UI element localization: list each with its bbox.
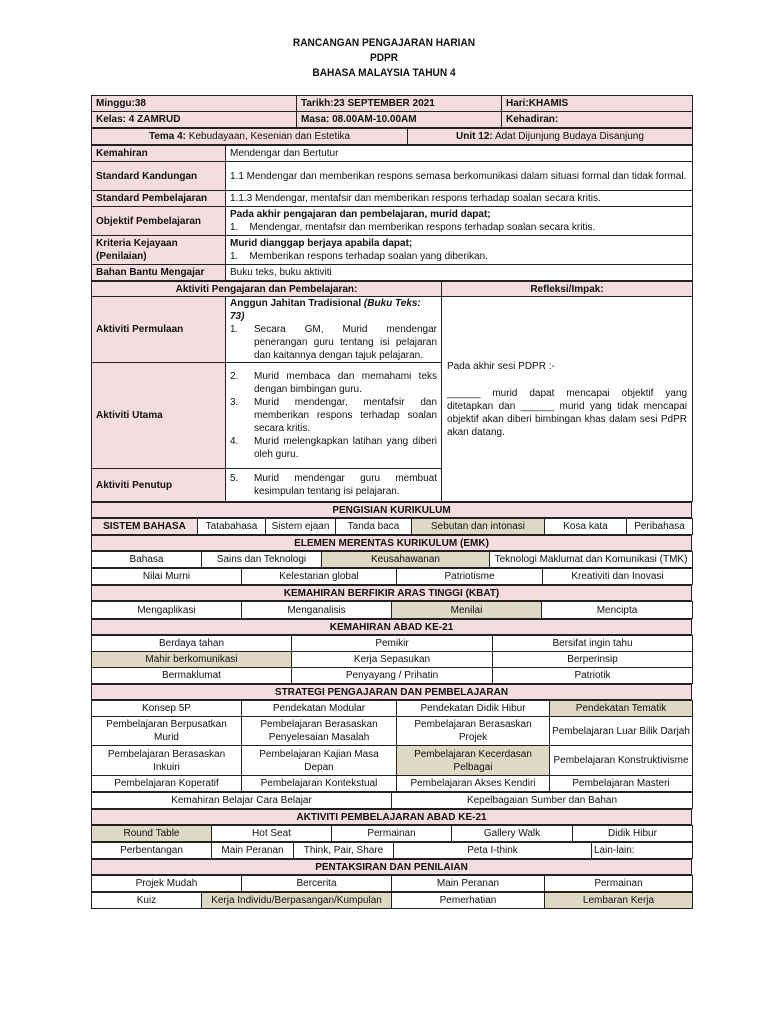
strategi-item: Pembelajaran Masteri <box>550 776 693 792</box>
kbat-title: KEMAHIRAN BERFIKIR ARAS TINGGI (KBAT) <box>92 586 692 601</box>
abad21-item: Bersifat ingin tahu <box>493 636 693 652</box>
unit-label: Unit 12: <box>456 131 493 142</box>
header-subtitle: PDPR <box>369 52 399 64</box>
emk-table <box>91 551 693 568</box>
op-label: Objektif Pembelajaran <box>92 207 226 236</box>
activity-step-text: Murid membaca dan memahami teks dengan bimbingan guru. <box>254 371 438 395</box>
activity-step-text: Secara GM, Murid mendengar penerangan guru tentang isi pelajaran dan kaitannya dengan tajuk pelajaran. <box>254 324 438 361</box>
aktiviti21-item: Perbentangan <box>92 843 212 859</box>
strategi-item: Pembelajaran Konstruktivisme <box>550 746 693 776</box>
pentaksiran-title: PENTAKSIRAN DAN PENILAIAN <box>92 860 692 875</box>
hari-cell: Hari:KHAMIS <box>502 96 693 112</box>
emk-item: Patriotisme <box>397 569 543 585</box>
kbat-item: Menganalisis <box>242 602 392 619</box>
refleksi-content <box>442 297 693 502</box>
emk-item: Kreativiti dan Inovasi <box>543 569 693 585</box>
pentaksiran-item: Lembaran Kerja <box>545 893 693 909</box>
sistem-item: Sistem ejaan <box>266 519 336 535</box>
strategi-item: Pembelajaran Koperatif <box>92 776 242 792</box>
strategi-item: Konsep 5P <box>92 701 242 717</box>
sistem-bahasa-label: SISTEM BAHASA <box>92 519 198 535</box>
pentaksiran-item: Pemerhatian <box>392 893 545 909</box>
penutup-label: Aktiviti Penutup <box>92 469 226 502</box>
activity-step <box>230 370 437 396</box>
emk-item: Bahasa <box>92 552 202 568</box>
emk-item: Teknologi Maklumat dan Komunikasi (TMK) <box>490 552 693 568</box>
strategi-title: STRATEGI PENGAJARAN DAN PEMBELAJARAN <box>92 685 692 700</box>
op-intro: Pada akhir pengajaran dan pembelajaran, murid dapat; <box>230 209 491 220</box>
emk-item: Sains dan Teknologi <box>202 552 322 568</box>
strategi-table <box>91 700 693 792</box>
abad21-item: Kerja Sepasukan <box>292 652 493 668</box>
activity-step-text: Murid mendengar, mentafsir dan memberikan respons terhadap soalan secara kritis. <box>254 397 438 434</box>
kemahiran-value: Mendengar dan Bertutur <box>226 146 693 162</box>
header-subject: BAHASA MALAYSIA TAHUN 4 <box>312 67 456 79</box>
kk-value <box>226 236 693 265</box>
minggu-cell: Minggu:38 <box>92 96 297 112</box>
details-table <box>91 145 693 281</box>
pentaksiran-item: Permainan <box>545 876 693 892</box>
abad21-item: Mahir berkomunikasi <box>92 652 292 668</box>
pentaksiran-item: Kerja Individu/Berpasangan/Kumpulan <box>202 893 392 909</box>
unit-cell <box>408 129 693 145</box>
kelas-cell: Kelas: 4 ZAMRUD <box>92 112 297 128</box>
utama-label: Aktiviti Utama <box>92 363 226 469</box>
penutup-list <box>230 472 437 498</box>
strategi-item: Pembelajaran Akses Kendiri <box>397 776 550 792</box>
sk-value: 1.1 Mendengar dan memberikan respons semasa berkomunikasi dalam situasi formal dan tidak formal. <box>226 162 693 191</box>
abad21-table <box>91 635 693 684</box>
activity-title: Anggun Jahitan Tradisional (Buku Teks: 73) <box>230 298 421 322</box>
strategi-item: Pembelajaran Berasaskan Projek <box>397 717 550 746</box>
activity-step <box>230 323 437 362</box>
activities-head: Aktiviti Pengajaran dan Pembelajaran: <box>92 282 442 297</box>
aktiviti21-item: Didik Hibur <box>573 826 693 842</box>
refleksi-body: ______ murid dapat mencapai objektif yang ditetapkan dan ______ murid yang tidak mencapai objektif akan diberi bimbingan khas dalam sesi PdPR akan datang. <box>447 387 688 438</box>
sistem-bahasa-table <box>91 518 693 535</box>
pentaksiran-table-2 <box>91 892 693 909</box>
emk-item: Nilai Murni <box>92 569 242 585</box>
sistem-item: Tatabahasa <box>198 519 266 535</box>
lesson-plan-sheet <box>91 95 692 909</box>
activity-step-number: 2. <box>230 371 239 382</box>
strategi-item: Kepelbagaian Sumber dan Bahan <box>392 793 693 809</box>
kbat-title-table <box>91 585 692 601</box>
abad21-item: Berperinsip <box>493 652 693 668</box>
activity-step <box>230 472 437 498</box>
emk-title: ELEMEN MERENTAS KURIKULUM (EMK) <box>92 536 692 551</box>
tema-label: Tema 4: <box>148 131 187 142</box>
sp-label: Standard Pembelajaran <box>92 191 226 207</box>
permulaan-content <box>226 297 442 363</box>
kehadiran-cell: Kehadiran: <box>502 112 693 128</box>
abad21-item: Patriotik <box>493 668 693 684</box>
aktiviti21-title: AKTIVITI PEMBELAJARAN ABAD KE-21 <box>92 810 692 825</box>
tema-cell <box>92 129 408 145</box>
utama-list <box>230 370 437 461</box>
aktiviti21-item: Hot Seat <box>212 826 332 842</box>
penutup-content <box>226 469 442 502</box>
abad21-item: Bermaklumat <box>92 668 292 684</box>
kk-label: Kriteria Kejayaan (Penilaian) <box>92 236 226 265</box>
sk-label: Standard Kandungan <box>92 162 226 191</box>
aktiviti21-item: Permainan <box>332 826 452 842</box>
strategi-item: Pembelajaran Luar Bilik Darjah <box>550 717 693 746</box>
abad21-item: Penyayang / Prihatin <box>292 668 493 684</box>
pentaksiran-title-table <box>91 859 692 875</box>
strategi-item: Kemahiran Belajar Cara Belajar <box>92 793 392 809</box>
strategi-table-2 <box>91 792 693 809</box>
kbat-item: Mengaplikasi <box>92 602 242 619</box>
pentaksiran-item: Bercerita <box>242 876 392 892</box>
permulaan-label: Aktiviti Permulaan <box>92 297 226 363</box>
pentaksiran-item: Projek Mudah <box>92 876 242 892</box>
masa-cell: Masa: 08.00AM-10.00AM <box>297 112 502 128</box>
kbat-table <box>91 601 693 619</box>
activity-step-number: 1. <box>230 324 239 335</box>
abad21-item: Pemikir <box>292 636 493 652</box>
tema-value: Kebudayaan, Kesenian dan Estetika <box>186 131 351 142</box>
info-table <box>91 95 693 128</box>
bbm-value: Buku teks, buku aktiviti <box>226 265 693 281</box>
op-item: 1. Mendengar, mentafsir dan memberikan respons terhadap soalan secara kritis. <box>230 222 596 233</box>
sistem-item: Tanda baca <box>336 519 412 535</box>
bbm-label: Bahan Bantu Mengajar <box>92 265 226 281</box>
pentaksiran-table <box>91 875 693 892</box>
abad21-item: Berdaya tahan <box>92 636 292 652</box>
tema-unit-table <box>91 128 693 145</box>
strategi-item: Pembelajaran Kecerdasan Pelbagai <box>397 746 550 776</box>
kemahiran-label: Kemahiran <box>92 146 226 162</box>
pengisian-table <box>91 502 692 518</box>
aktiviti21-item: Think, Pair, Share <box>294 843 394 859</box>
kbat-item: Mencipta <box>542 602 693 619</box>
aktiviti21-item: Lain-lain: <box>592 843 693 859</box>
aktiviti21-item: Peta I-think <box>394 843 592 859</box>
aktiviti21-item: Main Peranan <box>212 843 294 859</box>
pentaksiran-item: Main Peranan <box>392 876 545 892</box>
strategi-title-table <box>91 684 692 700</box>
op-value <box>226 207 693 236</box>
unit-value: Adat Dijunjung Budaya Disanjung <box>492 131 644 142</box>
abad21-title: KEMAHIRAN ABAD KE-21 <box>92 620 692 635</box>
emk-table-2 <box>91 568 693 585</box>
activity-step <box>230 396 437 435</box>
refleksi-head: Refleksi/Impak: <box>442 282 693 297</box>
emk-item: Keusahawanan <box>322 552 490 568</box>
sistem-item: Sebutan dan intonasi <box>412 519 545 535</box>
sp-value: 1.1.3 Mendengar, mentafsir dan memberikan respons terhadap soalan secara kritis. <box>226 191 693 207</box>
activity-step-text: Murid melengkapkan latihan yang diberi oleh guru. <box>254 436 438 460</box>
kk-item: 1. Memberikan respons terhadap soalan yang diberikan. <box>230 251 488 262</box>
pentaksiran-item: Kuiz <box>92 893 202 909</box>
emk-item: Kelestarian global <box>242 569 397 585</box>
document-header <box>31 36 738 81</box>
sistem-item: Peribahasa <box>627 519 693 535</box>
aktiviti21-item: Round Table <box>92 826 212 842</box>
strategi-item: Pembelajaran Kontekstual <box>242 776 397 792</box>
strategi-item: Pembelajaran Kajian Masa Depan <box>242 746 397 776</box>
activity-step-number: 5. <box>230 473 239 484</box>
tarikh-cell: Tarikh:23 SEPTEMBER 2021 <box>297 96 502 112</box>
strategi-item: Pembelajaran Berpusatkan Murid <box>92 717 242 746</box>
activities-table <box>91 281 693 502</box>
utama-content <box>226 363 442 469</box>
emk-title-table <box>91 535 692 551</box>
aktiviti21-item: Gallery Walk <box>452 826 573 842</box>
aktiviti21-title-table <box>91 809 692 825</box>
strategi-item: Pendekatan Didik Hibur <box>397 701 550 717</box>
header-title: RANCANGAN PENGAJARAN HARIAN <box>292 37 476 49</box>
activity-step-text: Murid mendengar guru membuat kesimpulan tentang isi pelajaran. <box>254 473 438 497</box>
permulaan-list <box>230 323 437 362</box>
activity-step <box>230 435 437 461</box>
refleksi-intro: Pada akhir sesi PDPR :- <box>447 360 555 372</box>
sistem-item: Kosa kata <box>545 519 627 535</box>
strategi-item: Pendekatan Modular <box>242 701 397 717</box>
aktiviti21-table-2 <box>91 842 693 859</box>
activity-step-number: 4. <box>230 436 239 447</box>
strategi-item: Pendekatan Tematik <box>550 701 693 717</box>
kbat-item: Menilai <box>392 602 542 619</box>
aktiviti21-table <box>91 825 693 842</box>
kk-intro: Murid dianggap berjaya apabila dapat; <box>230 238 413 249</box>
abad21-title-table <box>91 619 692 635</box>
strategi-item: Pembelajaran Berasaskan Penyelesaian Masalah <box>242 717 397 746</box>
activity-step-number: 3. <box>230 397 239 408</box>
pengisian-title: PENGISIAN KURIKULUM <box>92 503 692 518</box>
strategi-item: Pembelajaran Berasaskan Inkuiri <box>92 746 242 776</box>
